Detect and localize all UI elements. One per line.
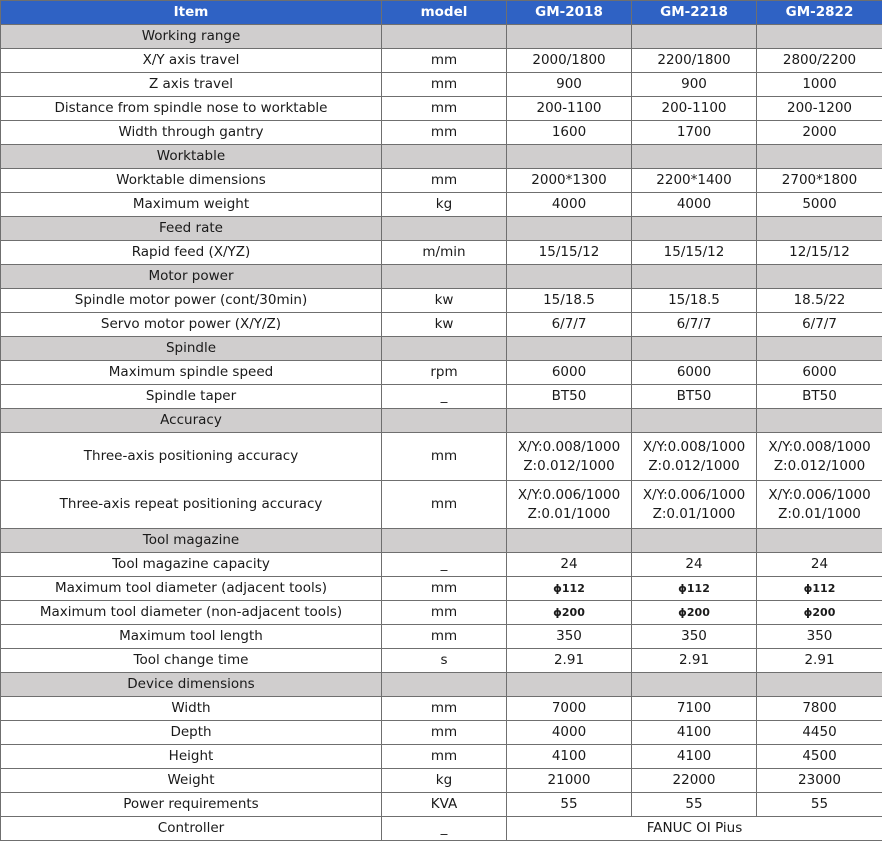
spec-row-power-requirements	[1, 793, 882, 817]
spec-item-label: Distance from spindle nose to worktable	[1, 97, 382, 121]
spec-item-label: Maximum tool length	[1, 625, 382, 649]
spec-item-label: Power requirements	[1, 793, 382, 817]
spec-value-gm-2822: 6000	[757, 361, 882, 385]
spec-unit: mm	[382, 577, 507, 601]
spec-value-gm-2018: 55	[507, 793, 632, 817]
spec-item-label: X/Y axis travel	[1, 49, 382, 73]
spec-table-body	[1, 1, 882, 841]
spec-item-label: Width through gantry	[1, 121, 382, 145]
spec-item-label: Weight	[1, 769, 382, 793]
section-empty-cell	[507, 217, 632, 241]
spec-row-maximum-tool-length	[1, 625, 882, 649]
spec-row-worktable-dimensions	[1, 169, 882, 193]
spec-value-gm-2822: 2000	[757, 121, 882, 145]
section-empty-cell	[632, 265, 757, 289]
spec-value-gm-2822	[757, 481, 882, 529]
section-row-feed-rate	[1, 217, 882, 241]
spec-unit: kg	[382, 769, 507, 793]
spec-unit: mm	[382, 697, 507, 721]
spec-value-gm-2822: 12/15/12	[757, 241, 882, 265]
spec-value-gm-2018: 2000*1300	[507, 169, 632, 193]
spec-unit: mm	[382, 745, 507, 769]
spec-unit: _	[382, 553, 507, 577]
spec-value-gm-2018: 7000	[507, 697, 632, 721]
spec-unit: _	[382, 385, 507, 409]
spec-value-gm-2822: 2.91	[757, 649, 882, 673]
section-empty-cell	[757, 673, 882, 697]
section-empty-cell	[632, 145, 757, 169]
spec-row-distance-from-spindle-nose-to-worktable	[1, 97, 882, 121]
spec-row-maximum-tool-diameter-non-adjacent-tools	[1, 601, 882, 625]
section-title: Accuracy	[1, 409, 382, 433]
section-empty-cell	[507, 145, 632, 169]
spec-value-gm-2218: 200-1100	[632, 97, 757, 121]
section-row-tool-magazine	[1, 529, 882, 553]
spec-value-merged: FANUC OI Pius	[507, 817, 882, 841]
spec-item-label: Maximum weight	[1, 193, 382, 217]
spec-value-gm-2822: ϕ112	[757, 577, 882, 601]
spec-row-x-y-axis-travel	[1, 49, 882, 73]
section-empty-cell	[632, 25, 757, 49]
spec-unit: mm	[382, 97, 507, 121]
section-title: Motor power	[1, 265, 382, 289]
spec-unit: mm	[382, 49, 507, 73]
spec-row-weight	[1, 769, 882, 793]
spec-value-gm-2822: 4500	[757, 745, 882, 769]
section-empty-cell	[507, 337, 632, 361]
spec-unit: mm	[382, 73, 507, 97]
spec-row-maximum-tool-diameter-adjacent-tools	[1, 577, 882, 601]
spec-row-width	[1, 697, 882, 721]
spec-item-label: Maximum tool diameter (non-adjacent tools)	[1, 601, 382, 625]
section-row-accuracy	[1, 409, 882, 433]
spec-value-gm-2218: 24	[632, 553, 757, 577]
spec-value-gm-2218	[632, 433, 757, 481]
spec-item-label: Tool change time	[1, 649, 382, 673]
spec-value-line: Z:0.01/1000	[759, 505, 880, 524]
spec-row-servo-motor-power-x-y-z	[1, 313, 882, 337]
spec-value-gm-2822: 1000	[757, 73, 882, 97]
spec-value-gm-2822: 18.5/22	[757, 289, 882, 313]
section-empty-cell	[632, 217, 757, 241]
spec-value-line: Z:0.01/1000	[634, 505, 754, 524]
section-empty-cell	[757, 337, 882, 361]
spec-value-gm-2218: 22000	[632, 769, 757, 793]
spec-item-label: Servo motor power (X/Y/Z)	[1, 313, 382, 337]
spec-unit: kw	[382, 289, 507, 313]
spec-value-line: X/Y:0.008/1000	[634, 438, 754, 457]
section-title: Device dimensions	[1, 673, 382, 697]
spec-unit: rpm	[382, 361, 507, 385]
section-empty-cell	[757, 409, 882, 433]
section-title: Worktable	[1, 145, 382, 169]
spec-item-label: Z axis travel	[1, 73, 382, 97]
section-empty-cell	[507, 673, 632, 697]
spec-value-gm-2218: 55	[632, 793, 757, 817]
spec-item-label: Height	[1, 745, 382, 769]
header-row	[1, 1, 882, 25]
section-row-worktable	[1, 145, 882, 169]
spec-value-gm-2218: 1700	[632, 121, 757, 145]
section-empty-cell	[757, 265, 882, 289]
spec-value-gm-2018: 15/15/12	[507, 241, 632, 265]
section-title: Working range	[1, 25, 382, 49]
spec-value-gm-2018: 4000	[507, 193, 632, 217]
section-empty-cell	[382, 25, 507, 49]
spec-value-gm-2218: 4100	[632, 721, 757, 745]
spec-row-z-axis-travel	[1, 73, 882, 97]
spec-value-gm-2018: 6000	[507, 361, 632, 385]
spec-value-gm-2218: ϕ112	[632, 577, 757, 601]
header-model-gm-2018: GM-2018	[507, 1, 632, 25]
spec-unit: KVA	[382, 793, 507, 817]
spec-value-line: Z:0.012/1000	[634, 457, 754, 476]
spec-value-gm-2218: 2.91	[632, 649, 757, 673]
spec-row-maximum-weight	[1, 193, 882, 217]
spec-unit: mm	[382, 625, 507, 649]
spec-item-label: Maximum tool diameter (adjacent tools)	[1, 577, 382, 601]
spec-value-gm-2218	[632, 481, 757, 529]
spec-unit: mm	[382, 121, 507, 145]
spec-value-gm-2218: 7100	[632, 697, 757, 721]
spec-row-spindle-taper	[1, 385, 882, 409]
spec-unit: m/min	[382, 241, 507, 265]
spec-value-gm-2822: 4450	[757, 721, 882, 745]
spec-value-line: Z:0.01/1000	[509, 505, 629, 524]
spec-value-gm-2218: 900	[632, 73, 757, 97]
section-empty-cell	[382, 265, 507, 289]
spec-unit: s	[382, 649, 507, 673]
spec-value-line: Z:0.012/1000	[759, 457, 880, 476]
spec-value-gm-2218: 6/7/7	[632, 313, 757, 337]
section-title: Feed rate	[1, 217, 382, 241]
spec-value-line: X/Y:0.008/1000	[759, 438, 880, 457]
spec-value-gm-2018: 24	[507, 553, 632, 577]
section-empty-cell	[507, 265, 632, 289]
section-row-device-dimensions	[1, 673, 882, 697]
spec-value-gm-2018: 350	[507, 625, 632, 649]
spec-item-label: Spindle motor power (cont/30min)	[1, 289, 382, 313]
spec-value-gm-2018: ϕ112	[507, 577, 632, 601]
spec-value-gm-2018	[507, 481, 632, 529]
section-empty-cell	[632, 673, 757, 697]
spec-row-width-through-gantry	[1, 121, 882, 145]
spec-item-label: Tool magazine capacity	[1, 553, 382, 577]
spec-value-gm-2822: 2800/2200	[757, 49, 882, 73]
section-empty-cell	[382, 673, 507, 697]
section-empty-cell	[632, 409, 757, 433]
spec-row-rapid-feed-x-yz	[1, 241, 882, 265]
spec-value-gm-2822: 2700*1800	[757, 169, 882, 193]
spec-item-label: Rapid feed (X/YZ)	[1, 241, 382, 265]
spec-item-label: Controller	[1, 817, 382, 841]
spec-unit: kg	[382, 193, 507, 217]
spec-value-gm-2018: 200-1100	[507, 97, 632, 121]
section-empty-cell	[632, 337, 757, 361]
spec-item-label: Spindle taper	[1, 385, 382, 409]
spec-row-tool-change-time	[1, 649, 882, 673]
spec-row-tool-magazine-capacity	[1, 553, 882, 577]
spec-item-label: Depth	[1, 721, 382, 745]
spec-value-line: X/Y:0.006/1000	[509, 486, 629, 505]
spec-value-gm-2218: 4100	[632, 745, 757, 769]
spec-value-gm-2822: 23000	[757, 769, 882, 793]
spec-value-gm-2218: 6000	[632, 361, 757, 385]
section-empty-cell	[507, 409, 632, 433]
spec-value-gm-2218: ϕ200	[632, 601, 757, 625]
spec-value-line: Z:0.012/1000	[509, 457, 629, 476]
header-model-gm-2822: GM-2822	[757, 1, 882, 25]
spec-value-gm-2218: 350	[632, 625, 757, 649]
spec-value-gm-2018: 2.91	[507, 649, 632, 673]
spec-value-gm-2018	[507, 433, 632, 481]
spec-value-gm-2018: 900	[507, 73, 632, 97]
spec-value-gm-2218: 15/18.5	[632, 289, 757, 313]
spec-row-three-axis-repeat-positioning-accuracy	[1, 481, 882, 529]
section-empty-cell	[757, 217, 882, 241]
spec-value-gm-2018: 21000	[507, 769, 632, 793]
spec-value-gm-2218: 2200/1800	[632, 49, 757, 73]
section-empty-cell	[632, 529, 757, 553]
spec-value-gm-2018: 6/7/7	[507, 313, 632, 337]
spec-row-spindle-motor-power-cont-30min	[1, 289, 882, 313]
section-row-working-range	[1, 25, 882, 49]
spec-value-gm-2822: BT50	[757, 385, 882, 409]
section-empty-cell	[507, 529, 632, 553]
spec-item-label: Three-axis positioning accuracy	[1, 433, 382, 481]
header-item: Item	[1, 1, 382, 25]
section-empty-cell	[382, 145, 507, 169]
spec-value-line: X/Y:0.008/1000	[509, 438, 629, 457]
spec-value-gm-2018: ϕ200	[507, 601, 632, 625]
spec-row-maximum-spindle-speed	[1, 361, 882, 385]
section-empty-cell	[757, 25, 882, 49]
spec-value-gm-2018: 1600	[507, 121, 632, 145]
spec-value-gm-2822: ϕ200	[757, 601, 882, 625]
section-empty-cell	[382, 409, 507, 433]
spec-unit: mm	[382, 601, 507, 625]
spec-value-gm-2822: 350	[757, 625, 882, 649]
spec-unit: _	[382, 817, 507, 841]
spec-row-height	[1, 745, 882, 769]
section-row-spindle	[1, 337, 882, 361]
section-empty-cell	[757, 145, 882, 169]
spec-value-gm-2018: 15/18.5	[507, 289, 632, 313]
spec-value-gm-2018: 4000	[507, 721, 632, 745]
spec-unit: mm	[382, 169, 507, 193]
spec-value-gm-2218: 4000	[632, 193, 757, 217]
section-empty-cell	[382, 337, 507, 361]
spec-value-gm-2822: 55	[757, 793, 882, 817]
spec-value-line: X/Y:0.006/1000	[759, 486, 880, 505]
spec-value-line: X/Y:0.006/1000	[634, 486, 754, 505]
spec-row-three-axis-positioning-accuracy	[1, 433, 882, 481]
spec-value-gm-2218: BT50	[632, 385, 757, 409]
spec-value-gm-2822: 7800	[757, 697, 882, 721]
spec-item-label: Maximum spindle speed	[1, 361, 382, 385]
header-model-gm-2218: GM-2218	[632, 1, 757, 25]
spec-value-gm-2822: 200-1200	[757, 97, 882, 121]
spec-unit: mm	[382, 721, 507, 745]
section-empty-cell	[382, 529, 507, 553]
section-title: Tool magazine	[1, 529, 382, 553]
section-title: Spindle	[1, 337, 382, 361]
spec-row-controller	[1, 817, 882, 841]
spec-unit: kw	[382, 313, 507, 337]
spec-value-gm-2018: BT50	[507, 385, 632, 409]
spec-value-gm-2822: 24	[757, 553, 882, 577]
spec-unit: mm	[382, 433, 507, 481]
spec-row-depth	[1, 721, 882, 745]
spec-item-label: Three-axis repeat positioning accuracy	[1, 481, 382, 529]
section-empty-cell	[507, 25, 632, 49]
spec-item-label: Worktable dimensions	[1, 169, 382, 193]
spec-value-gm-2018: 4100	[507, 745, 632, 769]
spec-item-label: Width	[1, 697, 382, 721]
spec-unit: mm	[382, 481, 507, 529]
spec-value-gm-2822	[757, 433, 882, 481]
section-row-motor-power	[1, 265, 882, 289]
spec-value-gm-2218: 15/15/12	[632, 241, 757, 265]
section-empty-cell	[382, 217, 507, 241]
header-model: model	[382, 1, 507, 25]
spec-value-gm-2822: 6/7/7	[757, 313, 882, 337]
spec-value-gm-2822: 5000	[757, 193, 882, 217]
spec-value-gm-2018: 2000/1800	[507, 49, 632, 73]
spec-value-gm-2218: 2200*1400	[632, 169, 757, 193]
section-empty-cell	[757, 529, 882, 553]
